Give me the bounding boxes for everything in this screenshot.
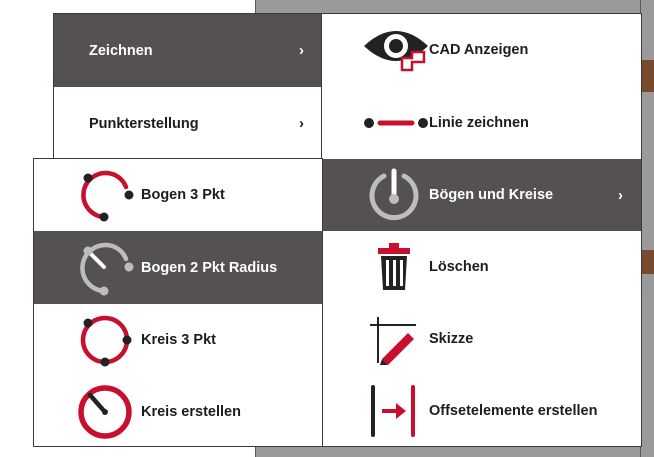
menu-item-linie-zeichnen[interactable] (322, 86, 641, 159)
menu-item-label: Offsetelemente erstellen (429, 403, 598, 419)
chevron-right-icon: › (299, 115, 304, 132)
menu-item-label: CAD Anzeigen (429, 42, 529, 58)
menu-item-label: Linie zeichnen (429, 114, 529, 131)
draw-submenu (321, 13, 642, 447)
menu-item-label: Kreis 3 Pkt (141, 332, 216, 348)
menu-item-label: Punkterstellung (89, 115, 199, 132)
canvas-element (641, 60, 654, 92)
menu-item-label: Kreis erstellen (141, 403, 241, 420)
menu-item-label: Bogen 2 Pkt Radius (141, 259, 278, 276)
menu-item-label: Skizze (429, 331, 474, 347)
menu-item-offsetelemente-erstellen[interactable] (322, 375, 641, 447)
menu-item-bogen-2-pkt-radius[interactable] (34, 231, 322, 304)
circle-3pt-icon (74, 310, 136, 372)
menu-item-label: Zeichnen (89, 42, 153, 59)
menu-item-loeschen[interactable] (322, 231, 641, 303)
menu-item-kreis-erstellen[interactable] (34, 376, 322, 447)
chevron-right-icon: › (618, 186, 623, 204)
menu-item-zeichnen[interactable] (54, 14, 322, 87)
eye-icon (360, 24, 432, 74)
menu-item-bogen-3-pkt[interactable] (34, 159, 322, 231)
arcs-circles-icon (364, 166, 424, 226)
trash-icon (376, 242, 412, 292)
menu-item-label: Bögen und Kreise (429, 187, 554, 203)
menu-item-punkterstellung[interactable] (54, 87, 322, 160)
main-menu (53, 13, 323, 160)
arcs-submenu (33, 158, 323, 447)
chevron-right-icon: › (299, 42, 304, 59)
circle-create-icon (76, 383, 134, 441)
menu-item-label: Löschen (429, 259, 489, 275)
menu-item-label: Bogen 3 Pkt (141, 187, 225, 203)
arc-2pt-radius-icon (74, 237, 136, 299)
canvas-element (641, 250, 654, 274)
sketch-icon (368, 315, 418, 365)
menu-item-skizze[interactable] (322, 303, 641, 375)
menu-item-cad-anzeigen[interactable] (322, 14, 641, 86)
line-icon (360, 114, 432, 132)
menu-item-kreis-3-pkt[interactable] (34, 304, 322, 376)
menu-item-boegen-und-kreise[interactable] (322, 159, 641, 231)
arc-3pt-icon (74, 165, 136, 227)
offset-icon (368, 385, 418, 437)
